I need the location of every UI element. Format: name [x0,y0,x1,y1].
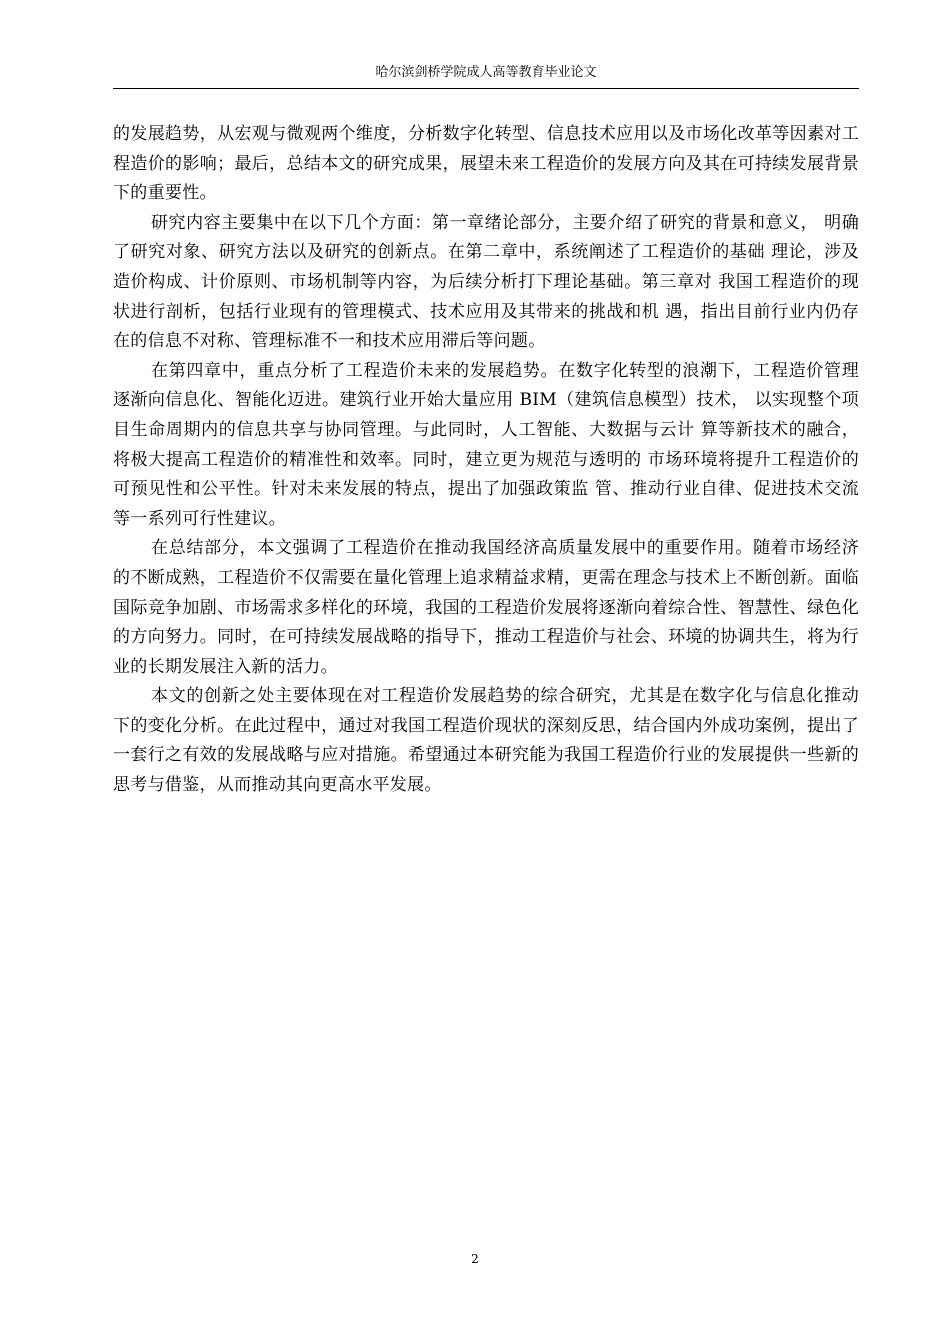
body-text [113,120,859,801]
paragraph-5: 本文的创新之处主要体现在对工程造价发展趋势的综合研究，尤其是在数字化与信息化推动下的变化分析。在此过程中，通过对我国工程造价现状的深刻反思，结合国内外成功案例，提出了一套行之有效的发展战略与应对措施。希望通过本研究能为我国工程造价行业的发展提供一些新的思考与借鉴，从而推动其向更高水平发展。 [113,686,859,796]
header-divider [113,88,859,89]
paragraph-1: 的发展趋势，从宏观与微观两个维度，分析数字化转型、信息技术应用以及市场化改革等因素对工程造价的影响；最后，总结本文的研究成果，展望未来工程造价的发展方向及其在可持续发展背景下的重要性。 [113,124,859,204]
paragraph-4: 在总结部分，本文强调了工程造价在推动我国经济高质量发展中的重要作用。随着市场经济的不断成熟，工程造价不仅需要在量化管理上追求精益求精，更需在理念与技术上不断创新。面临国际竞争加剧、市场需求多样化的环境，我国的工程造价发展将逐渐向着综合性、智慧性、绿色化的方向努力。同时，在可持续发展战略的指导下，推动工程造价与社会、环境的协调共生，将为行业的长期发展注入新的活力。 [113,538,859,677]
paragraph-2: 研究内容主要集中在以下几个方面：第一章绪论部分，主要介绍了研究的背景和意义， 明确了研究对象、研究方法以及研究的创新点。在第二章中，系统阐述了工程造价的基础 理论，涉及造价构成、计价原则、市场机制等内容，为后续分析打下理论基础。第三章对 我国工程造价的现状进行剖析，包括行业现有的管理模式、技术应用及其带来的挑战和机 遇，指出目前行业内仍存在的信息不对称、管理标准不一和技术应用滞后等问题。 [113,212,859,352]
paragraph-3: 在第四章中，重点分析了工程造价未来的发展趋势。在数字化转型的浪潮下，工程造价管理逐渐向信息化、智能化迈进。建筑行业开始大量应用 BIM（建筑信息模型）技术， 以实现整个项目生命周期内的信息共享与协同管理。与此同时，人工智能、大数据与云计 算等新技术的融合，将极大提高工程造价的精准性和效率。同时，建立更为规范与透明的 市场环境将提升工程造价的可预见性和公平性。针对未来发展的特点，提出了加强政策监 管、推动行业自律、促进技术交流等一系列可行性建议。 [113,360,859,529]
page-header: 哈尔滨剑桥学院成人高等教育毕业论文 [375,65,597,80]
page-number: 2 [471,1252,479,1266]
